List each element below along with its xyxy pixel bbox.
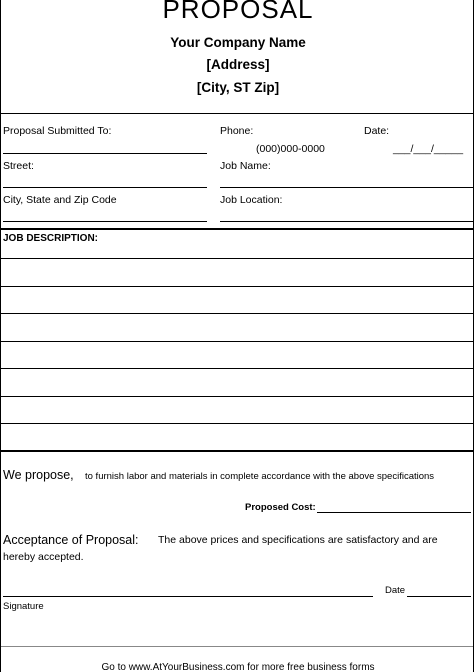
job-description-line[interactable] bbox=[1, 258, 474, 259]
footer-text[interactable]: Go to www.AtYourBusiness.com for more free business forms bbox=[101, 662, 375, 672]
signature-label: Signature bbox=[3, 601, 44, 612]
we-propose-label: We propose, bbox=[3, 468, 74, 482]
acceptance-text-line2: hereby accepted. bbox=[3, 551, 84, 563]
submitted-to-label: Proposal Submitted To: bbox=[3, 125, 112, 137]
street-label: Street: bbox=[3, 160, 34, 172]
job-location-label: Job Location: bbox=[220, 194, 283, 206]
propose-text: to furnish labor and materials in complete accordance with the above specifications bbox=[85, 471, 435, 482]
job-location-field[interactable] bbox=[220, 221, 473, 222]
job-name-label: Job Name: bbox=[220, 160, 271, 172]
header-divider bbox=[1, 113, 474, 114]
city-state-zip-label: City, State and Zip Code bbox=[3, 194, 117, 206]
job-description-line[interactable] bbox=[1, 313, 474, 314]
date-value[interactable]: ___/___/_____ bbox=[393, 143, 464, 155]
job-section-divider bbox=[1, 228, 474, 230]
acceptance-date-label: Date bbox=[385, 585, 406, 596]
job-description-line[interactable] bbox=[1, 286, 474, 287]
street-field[interactable] bbox=[3, 187, 207, 188]
city-state-zip-field[interactable] bbox=[3, 221, 207, 222]
job-description-line[interactable] bbox=[1, 423, 474, 424]
job-description-line[interactable] bbox=[1, 396, 474, 397]
company-name: Your Company Name bbox=[170, 35, 306, 50]
date-label: Date: bbox=[364, 125, 390, 137]
job-name-field[interactable] bbox=[220, 187, 473, 188]
company-city: [City, ST Zip] bbox=[196, 80, 280, 95]
phone-label: Phone: bbox=[220, 125, 254, 137]
footer-divider bbox=[1, 646, 474, 647]
job-description-line[interactable] bbox=[1, 368, 474, 369]
acceptance-date-field[interactable] bbox=[407, 596, 471, 597]
signature-line[interactable] bbox=[3, 596, 373, 597]
company-address: [Address] bbox=[206, 57, 270, 72]
proposed-cost-label: Proposed Cost: bbox=[245, 502, 316, 513]
job-section-end bbox=[1, 450, 474, 452]
job-description-label: JOB DESCRIPTION: bbox=[3, 233, 99, 244]
phone-value[interactable]: (000)000-0000 bbox=[256, 143, 325, 155]
proposed-cost-field[interactable] bbox=[317, 512, 471, 513]
acceptance-text-line1: The above prices and specifications are satisfactory and are bbox=[158, 534, 438, 546]
page-title: PROPOSAL bbox=[162, 0, 314, 24]
acceptance-label: Acceptance of Proposal: bbox=[3, 533, 139, 547]
job-description-line[interactable] bbox=[1, 341, 474, 342]
submitted-to-field[interactable] bbox=[3, 153, 207, 154]
